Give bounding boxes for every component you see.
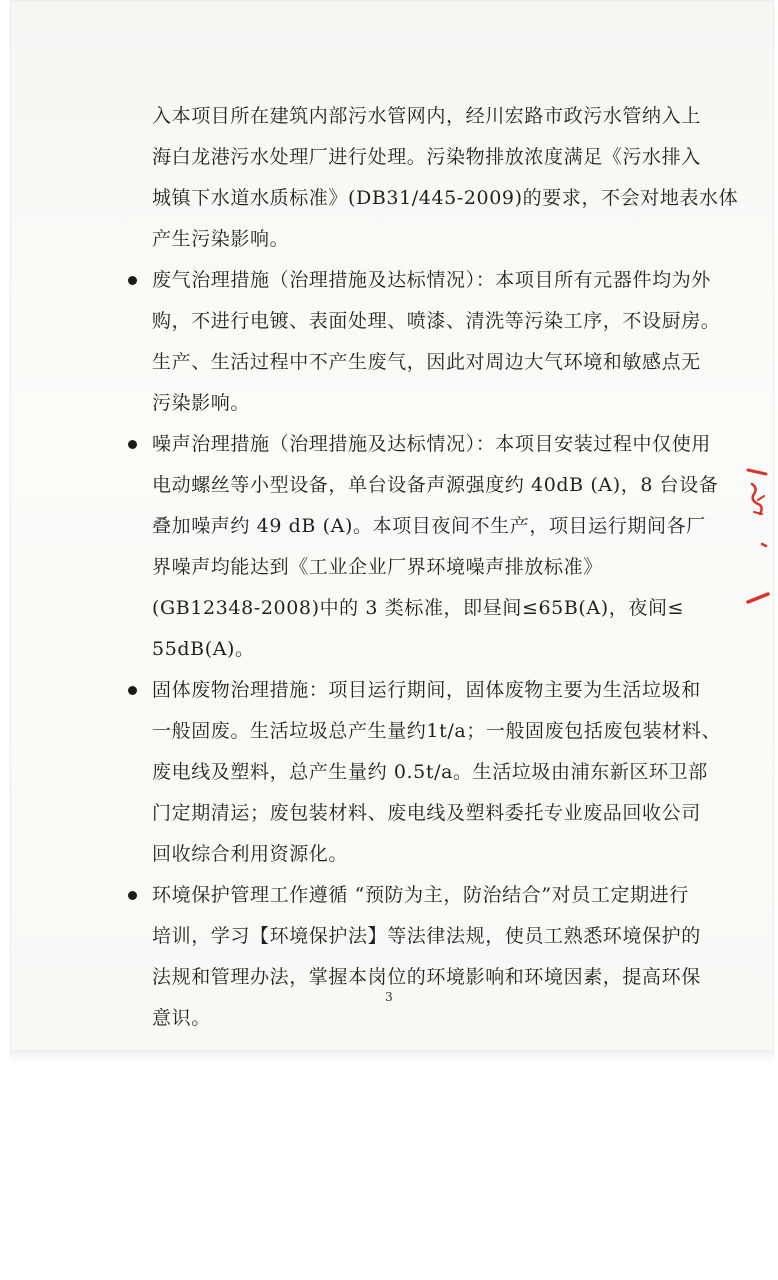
- bullet-noise: [152, 424, 719, 670]
- intro-paragraph: [152, 96, 739, 260]
- text-line: 意识。: [152, 1007, 211, 1029]
- text-line: 废电线及塑料，总产生量约 0.5t/a。生活垃圾由浦东新区环卫部: [152, 761, 708, 783]
- text-line: 固体废物治理措施：项目运行期间，固体废物主要为生活垃圾和: [152, 679, 701, 701]
- text-line: 环境保护管理工作遵循 “预防为主，防治结合”对员工定期进行: [152, 884, 689, 906]
- bullet-icon: [128, 891, 137, 900]
- text-line: 海白龙港污水处理厂进行处理。污染物排放浓度满足《污水排入: [152, 146, 701, 168]
- bullet-icon: [128, 686, 137, 695]
- seal-stamp-fragment: [744, 460, 770, 610]
- text-line: 生产、生活过程中不产生废气，因此对周边大气环境和敏感点无: [152, 351, 701, 373]
- bullet-environment-management: [152, 875, 701, 1039]
- bullet-exhaust-gas: [152, 260, 721, 424]
- text-line: 55dB(A)。: [152, 638, 255, 660]
- text-line: 污染影响。: [152, 392, 251, 414]
- text-line: 一般固废。生活垃圾总产生量约1t/a；一般固废包括废包装材料、: [152, 720, 722, 742]
- text-line: 界噪声均能达到《工业企业厂界环境噪声排放标准》: [152, 556, 603, 578]
- text-line: 产生污染影响。: [152, 228, 290, 250]
- text-line: 入本项目所在建筑内部污水管网内，经川宏路市政污水管纳入上: [152, 105, 701, 127]
- text-line: 门定期清运；废包装材料、废电线及塑料委托专业废品回收公司: [152, 802, 701, 824]
- body-text: [152, 96, 739, 1039]
- text-line: 噪声治理措施（治理措施及达标情况）：本项目安装过程中仅使用: [152, 433, 711, 455]
- text-line: 叠加噪声约 49 dB (A)。本项目夜间不生产，项目运行期间各厂: [152, 515, 706, 537]
- text-line: 购，不进行电镀、表面处理、喷漆、清洗等污染工序，不设厨房。: [152, 310, 721, 332]
- bullet-solid-waste: [152, 670, 722, 875]
- page-number: 3: [385, 990, 393, 1004]
- text-line: 回收综合利用资源化。: [152, 843, 349, 865]
- text-line: (GB12348-2008)中的 3 类标准，即昼间≤65B(A)，夜间≤: [152, 597, 685, 619]
- text-line: 培训，学习【环境保护法】等法律法规，使员工熟悉环境保护的: [152, 925, 701, 947]
- text-line: 法规和管理办法，掌握本岗位的环境影响和环境因素，提高环保: [152, 966, 701, 988]
- text-line: 电动螺丝等小型设备，单台设备声源强度约 40dB (A)，8 台设备: [152, 474, 719, 496]
- text-line: 城镇下水道水质标准》(DB31/445-2009)的要求，不会对地表水体: [152, 187, 739, 209]
- bullet-icon: [128, 440, 137, 449]
- sheet-edge: [10, 1050, 774, 1062]
- bullet-icon: [128, 276, 137, 285]
- text-line: 废气治理措施（治理措施及达标情况）：本项目所有元器件均为外: [152, 269, 711, 291]
